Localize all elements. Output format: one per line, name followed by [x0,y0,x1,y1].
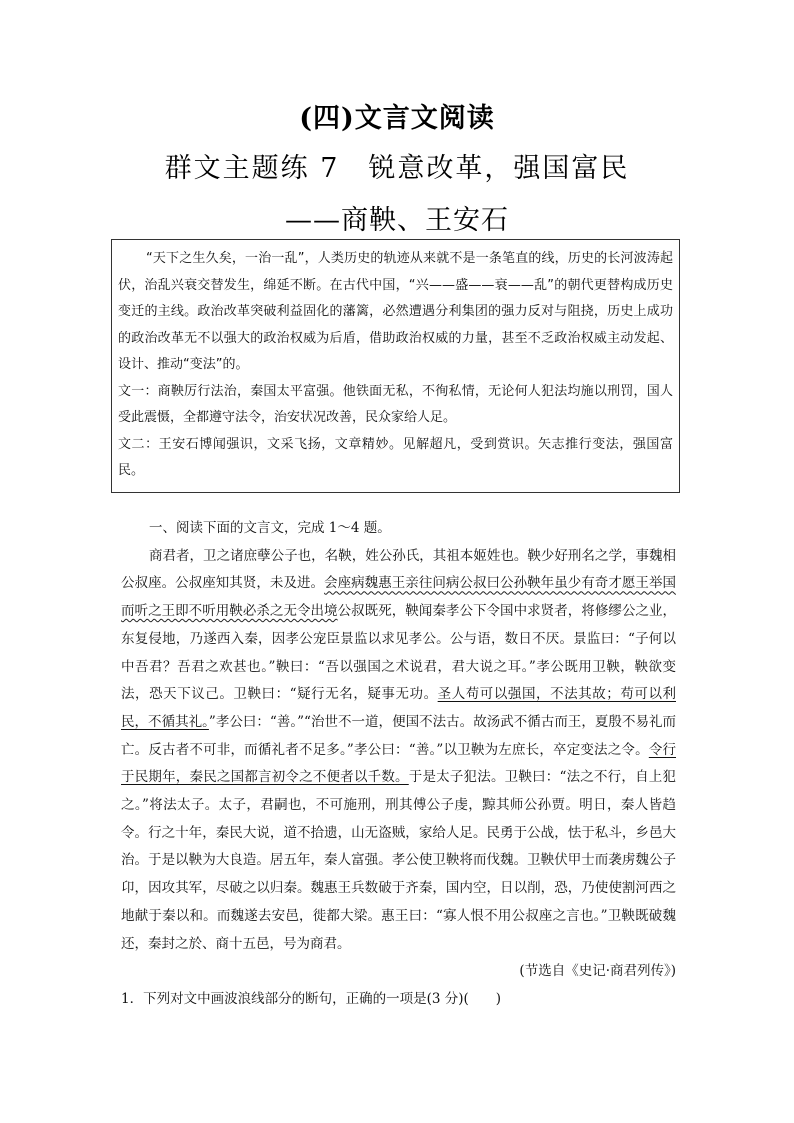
passage-source: (节选自《史记·商君列传》) [519,963,676,980]
reading-exercise [121,515,676,1014]
intro-text-two: 文二：王安石博闻强识，文采飞扬，文章精妙。见解超凡，受到赏识。矢志推行变法，强国富民。 [118,436,673,478]
classical-passage [121,543,676,959]
passage-segment: ”孝公曰：“善。”“治世不一道，便国不法古。故汤武不循古而王，夏殷不易礼而亡。反古者不可非，而循礼者不足多。”孝公曰：“善。”以卫鞅为左庶长，卒定变法之令。 [121,713,677,758]
underlined-sentence: 圣人苟可以强国，不法其故；苟可以利民，不循其礼。 [121,686,676,730]
underlined-sentence: 令行于民期年，秦民之国都言初令之不便者以千数。 [121,741,676,786]
intro-paragraph: “天下之生久矣，一治一乱”，人类历史的轨迹从来就不是一条笔直的线，历史的长河波涛起伏，治乱兴衰交替发生，绵延不断。在古代中国，“兴——盛——衰——乱”的朝代更替构成历史变迁的主线。政治改革突破利益固化的藩篱，必然遭遇分利集团的强力反对与阻挠，历史上成功的政治改革无不以强大的政治权威为后盾，借助政治权威的力量，甚至不乏政治权威主动发起、设计、推动“变法”的。 [118,251,673,372]
passage-segment: 商君者，卫之诸庶孽公子也，名鞅，姓公孙氏，其祖本姬姓也。鞅少好刑名之学，事魏相公叔座。公叔座知其贤，未及进。 [121,547,676,592]
passage-segment: 公叔既死，鞅闻秦孝公下令国中求贤者，将修缪公之业，东复侵地，乃遂西入秦，因孝公宠臣景监以求见孝公。公与语，数日不厌。景监曰：“子何以中吾君？吾君之欢甚也。”鞅曰：“吾以强国之术说君，君大说之耳。”孝公既用卫鞅，鞅欲变法，恐天下议己。卫鞅曰：“疑行无名，疑事无功。 [121,603,677,703]
theme-subtitle: ——商鞅、王安石 [285,205,509,236]
exercise-instruction: 一、阅读下面的文言文，完成 1～4 题。 [149,520,391,536]
question-1: 1．下列对文中画波浪线部分的断句，正确的一项是(3 分)( ) [121,990,502,1007]
intro-text-one: 文一：商鞅厉行法治，秦国太平富强。他铁面无私，不徇私情，无论何人犯法均施以刑罚，国人受此震慑，全都遵守法令，治安状况改善，民众家给人足。 [118,383,673,425]
wavy-underlined-segment: 会座病魏惠王亲往问病公叔曰公孙鞅年虽少有奇才愿王举国而听之王即不听用鞅必杀之无令出境 [121,575,676,620]
passage-segment: 于是太子犯法。卫鞅曰：“法之不行，自上犯之。”将法太子。太子，君嗣也，不可施刑，刑其傅公子虔，黥其师公孙贾。明日，秦人皆趋令。行之十年，秦民大说，道不拾遗，山无盗贼，家给人足。民勇于公战，怯于私斗，乡邑大治。于是以鞅为大良造。居五年，秦人富强。孝公使卫鞅将而伐魏。卫鞅伏甲士而袭虏魏公子卬，因攻其军，尽破之以归秦。魏惠王兵数破于齐秦，国内空，日以削，恐，乃使使割河西之地献于秦以和。而魏遂去安邑，徙都大梁。惠王曰：“寡人恨不用公叔座之言也。”卫鞅既破魏还，秦封之於、商十五邑，号为商君。 [121,769,676,952]
theme-title: 群文主题练 7 锐意改革，强国富民 [164,153,630,184]
section-title: (四)文言文阅读 [299,103,495,134]
intro-box [111,239,680,493]
